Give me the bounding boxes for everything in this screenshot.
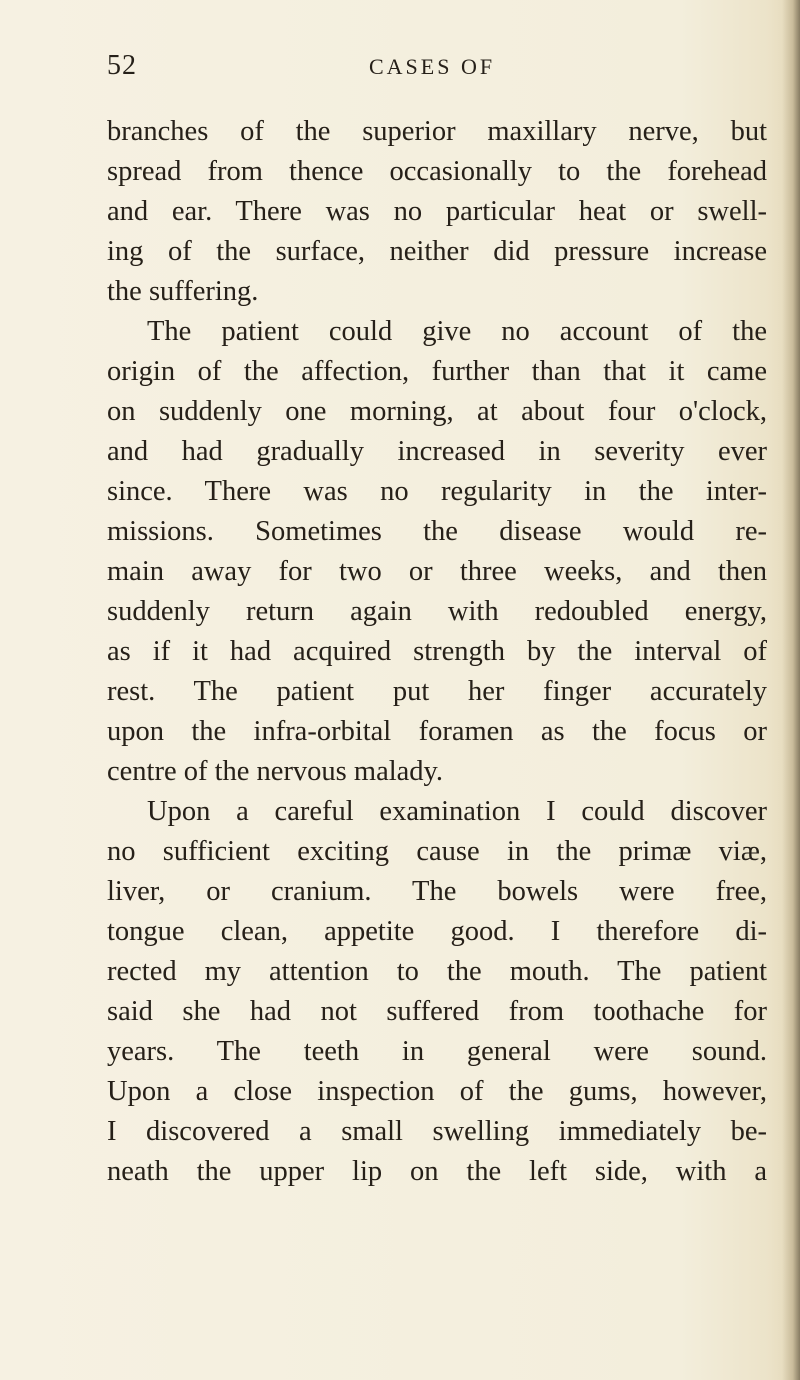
text-line: and ear. There was no particular heat or swell- <box>107 196 767 227</box>
text-line: said she had not suffered from toothache for <box>107 996 767 1027</box>
text-line: upon the infra-orbital foramen as the focus or <box>107 716 767 747</box>
text-line: and had gradually increased in severity ever <box>107 436 767 467</box>
text-line: centre of the nervous malady. <box>107 756 444 787</box>
text-line: rest. The patient put her finger accurately <box>107 676 767 707</box>
text-line: I discovered a small swelling immediately be- <box>107 1116 767 1147</box>
text-line: since. There was no regularity in the inter- <box>107 476 767 507</box>
text-line: liver, or cranium. The bowels were free, <box>107 876 767 907</box>
text-line: no sufficient exciting cause in the primæ viæ, <box>107 836 767 867</box>
text-line: as if it had acquired strength by the interval of <box>107 636 767 667</box>
text-line: neath the upper lip on the left side, with a <box>107 1156 767 1187</box>
text-line: branches of the superior maxillary nerve, but <box>107 116 767 147</box>
text-line: suddenly return again with redoubled energy, <box>107 596 767 627</box>
text-line: tongue clean, appetite good. I therefore di- <box>107 916 767 947</box>
text-line: spread from thence occasionally to the forehead <box>107 156 767 187</box>
text-line: missions. Sometimes the disease would re- <box>107 516 767 547</box>
text-line: on suddenly one morning, at about four o'clock, <box>107 396 767 427</box>
page-header <box>107 50 767 94</box>
text-line: origin of the affection, further than that it came <box>107 356 767 387</box>
body-text <box>107 112 767 1192</box>
text-line: Upon a careful examination I could discover <box>147 796 767 827</box>
text-line: years. The teeth in general were sound. <box>107 1036 767 1067</box>
text-line: The patient could give no account of the <box>147 316 767 347</box>
text-line: main away for two or three weeks, and then <box>107 556 767 587</box>
running-head: CASES OF <box>369 54 496 79</box>
text-line: the suffering. <box>107 276 259 307</box>
text-line: Upon a close inspection of the gums, however, <box>107 1076 767 1107</box>
page-edge-shadow <box>782 0 800 1380</box>
page-number: 52 <box>107 50 137 81</box>
text-line: ing of the surface, neither did pressure increase <box>107 236 767 267</box>
text-line: rected my attention to the mouth. The patient <box>107 956 767 987</box>
